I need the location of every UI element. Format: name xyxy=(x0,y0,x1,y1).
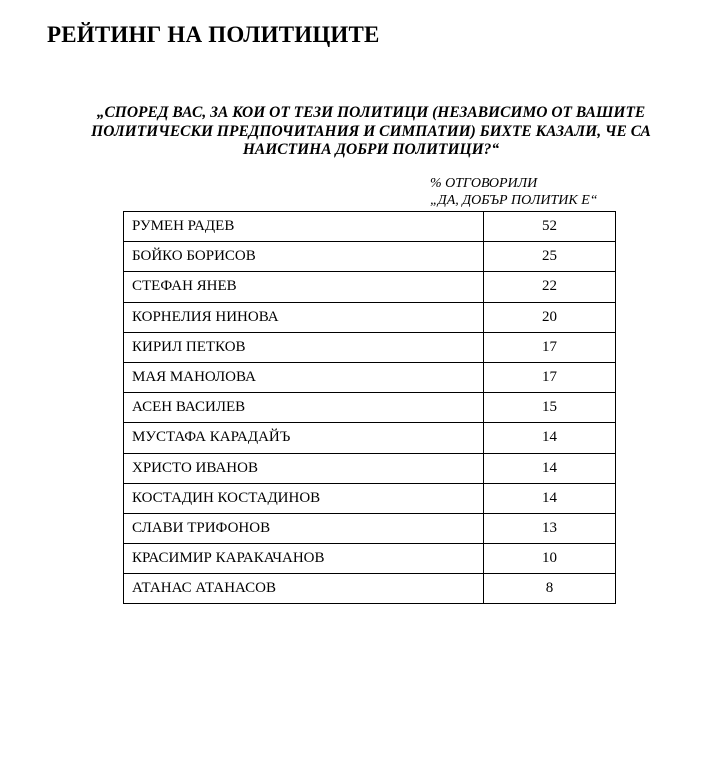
politician-name: КОРНЕЛИЯ НИНОВА xyxy=(124,302,484,332)
politician-name: СЛАВИ ТРИФОНОВ xyxy=(124,513,484,543)
column-header-line-2: „ДА, ДОБЪР ПОЛИТИК Е“ xyxy=(430,193,598,208)
table-row xyxy=(124,242,616,272)
rating-value: 22 xyxy=(484,272,616,302)
rating-value: 52 xyxy=(484,212,616,242)
table-row xyxy=(124,332,616,362)
rating-value: 13 xyxy=(484,513,616,543)
rating-value: 17 xyxy=(484,332,616,362)
table-row xyxy=(124,483,616,513)
politician-name: РУМЕН РАДЕВ xyxy=(124,212,484,242)
column-header xyxy=(430,175,598,209)
rating-table xyxy=(123,211,616,604)
politician-name: КИРИЛ ПЕТКОВ xyxy=(124,332,484,362)
column-header-line-1: % ОТГОВОРИЛИ xyxy=(430,176,538,191)
politician-name: ХРИСТО ИВАНОВ xyxy=(124,453,484,483)
page-title: РЕЙТИНГ НА ПОЛИТИЦИТЕ xyxy=(47,22,380,47)
rating-value: 20 xyxy=(484,302,616,332)
rating-value: 8 xyxy=(484,574,616,604)
politician-name: АТАНАС АТАНАСОВ xyxy=(124,574,484,604)
table-row xyxy=(124,423,616,453)
table-row xyxy=(124,272,616,302)
politician-name: МАЯ МАНОЛОВА xyxy=(124,362,484,392)
rating-value: 17 xyxy=(484,362,616,392)
table-row xyxy=(124,513,616,543)
rating-value: 14 xyxy=(484,483,616,513)
table-row xyxy=(124,212,616,242)
rating-value: 15 xyxy=(484,393,616,423)
rating-value: 25 xyxy=(484,242,616,272)
survey-question: „СПОРЕД ВАС, ЗА КОИ ОТ ТЕЗИ ПОЛИТИЦИ (НЕЗАВИСИМО ОТ ВАШИТЕ ПОЛИТИЧЕСКИ ПРЕДПОЧИТАНИЯ И СИМПАТИИ) БИХТЕ КАЗАЛИ, ЧЕ СА НАИСТИНА ДОБРИ ПОЛИТИЦИ?“ xyxy=(91,104,651,158)
table-row xyxy=(124,574,616,604)
table-row xyxy=(124,362,616,392)
politician-name: КРАСИМИР КАРАКАЧАНОВ xyxy=(124,544,484,574)
table-row xyxy=(124,393,616,423)
rating-value: 14 xyxy=(484,423,616,453)
table-row xyxy=(124,544,616,574)
politician-name: БОЙКО БОРИСОВ xyxy=(124,242,484,272)
rating-value: 14 xyxy=(484,453,616,483)
politician-name: АСЕН ВАСИЛЕВ xyxy=(124,393,484,423)
table-row xyxy=(124,453,616,483)
politician-name: МУСТАФА КАРАДАЙЪ xyxy=(124,423,484,453)
table-row xyxy=(124,302,616,332)
politician-name: КОСТАДИН КОСТАДИНОВ xyxy=(124,483,484,513)
rating-value: 10 xyxy=(484,544,616,574)
politician-name: СТЕФАН ЯНЕВ xyxy=(124,272,484,302)
